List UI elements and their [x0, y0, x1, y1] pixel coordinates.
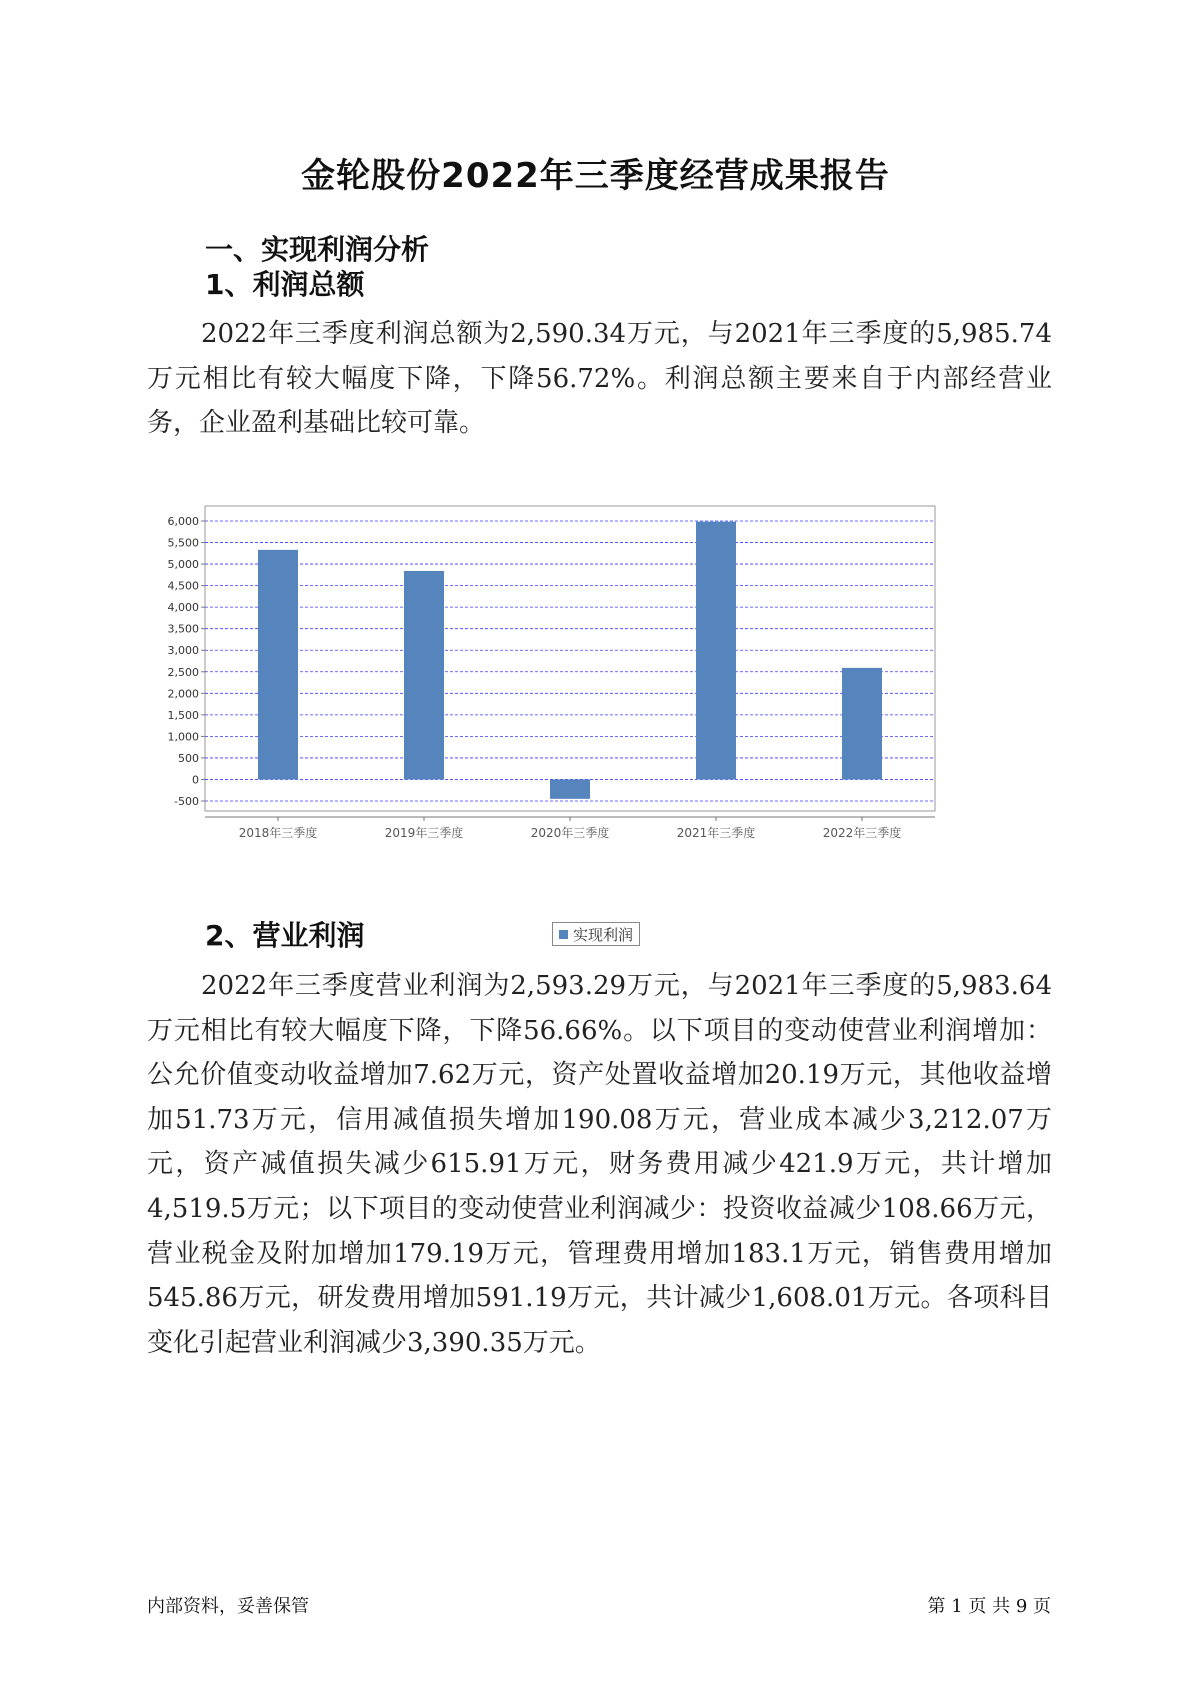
y-tick-label: 4,000 [167, 601, 199, 615]
legend-swatch [559, 930, 568, 939]
x-tick-label: 2021年三季度 [676, 826, 756, 840]
section-heading-profit-analysis: 一、实现利润分析 [205, 233, 430, 266]
y-tick-label: 2,500 [167, 665, 199, 679]
y-tick-label: 3,500 [167, 622, 199, 636]
y-tick-label: 2,000 [167, 687, 199, 701]
bar-1 [258, 550, 298, 780]
total-profit-paragraph: 2022年三季度利润总额为2,590.34万元，与2021年三季度的5,985.74万元相比有较大幅度下降，下降56.72%。利润总额主要来自于内部经营业务，企业盈利基础比较可靠。 [147, 319, 1052, 439]
bar-4 [696, 522, 736, 780]
x-tick-label: 2020年三季度 [530, 826, 610, 840]
footer-confidential: 内部资料，妥善保管 [147, 1596, 309, 1617]
profit-chart [160, 500, 1030, 960]
y-tick-label: 0 [192, 773, 199, 787]
x-tick-label: 2022年三季度 [822, 826, 902, 840]
report-title: 金轮股份2022年三季度经营成果报告 [301, 156, 890, 196]
subsection-heading-operating-profit: 2、营业利润 [205, 919, 365, 952]
operating-profit-paragraph: 2022年三季度营业利润为2,593.29万元，与2021年三季度的5,983.64万元相比有较大幅度下降，下降56.66%。以下项目的变动使营业利润增加：公允价值变动收益增加7.62万元，资产处置收益增加20.19万元，其他收益增加51.73万元，信用减值损失增加190.08万元，营业成本减少3,212.07万元，资产减值损失减少615.91万元，财务费用减少421.9万元，共计增加4,519.5万元；以下项目的变动使营业利润减少：投资收益减少108.66万元，营业税金及附加增加179.19万元，管理费用增加183.1万元，销售费用增加545.86万元，研发费用增加591.19万元，共计减少1,608.01万元。各项科目变化引起营业利润减少3,390.35万元。 [147, 971, 1052, 1358]
chart-legend [552, 922, 640, 946]
y-tick-label: 5,500 [167, 536, 199, 550]
y-tick-label: 5,000 [167, 558, 199, 572]
y-tick-label: 6,000 [167, 515, 199, 528]
plot-area [205, 506, 935, 811]
y-tick-label: 1,500 [167, 708, 199, 722]
y-tick-label: -500 [174, 795, 199, 808]
y-tick-label: 1,000 [167, 730, 199, 744]
bar-5 [842, 668, 882, 780]
bar-3 [550, 779, 590, 798]
subsection-heading-total-profit: 1、利润总额 [205, 268, 365, 301]
legend-label: 实现利润 [573, 925, 634, 944]
footer-page-number: 第 1 页 共 9 页 [927, 1596, 1051, 1617]
y-tick-label: 3,000 [167, 644, 199, 658]
profit-bar-chart [160, 500, 1030, 920]
y-tick-label: 500 [178, 751, 199, 765]
x-tick-label: 2019年三季度 [384, 826, 464, 840]
bar-2 [404, 571, 444, 779]
y-tick-label: 4,500 [167, 579, 199, 593]
x-tick-label: 2018年三季度 [238, 826, 318, 840]
